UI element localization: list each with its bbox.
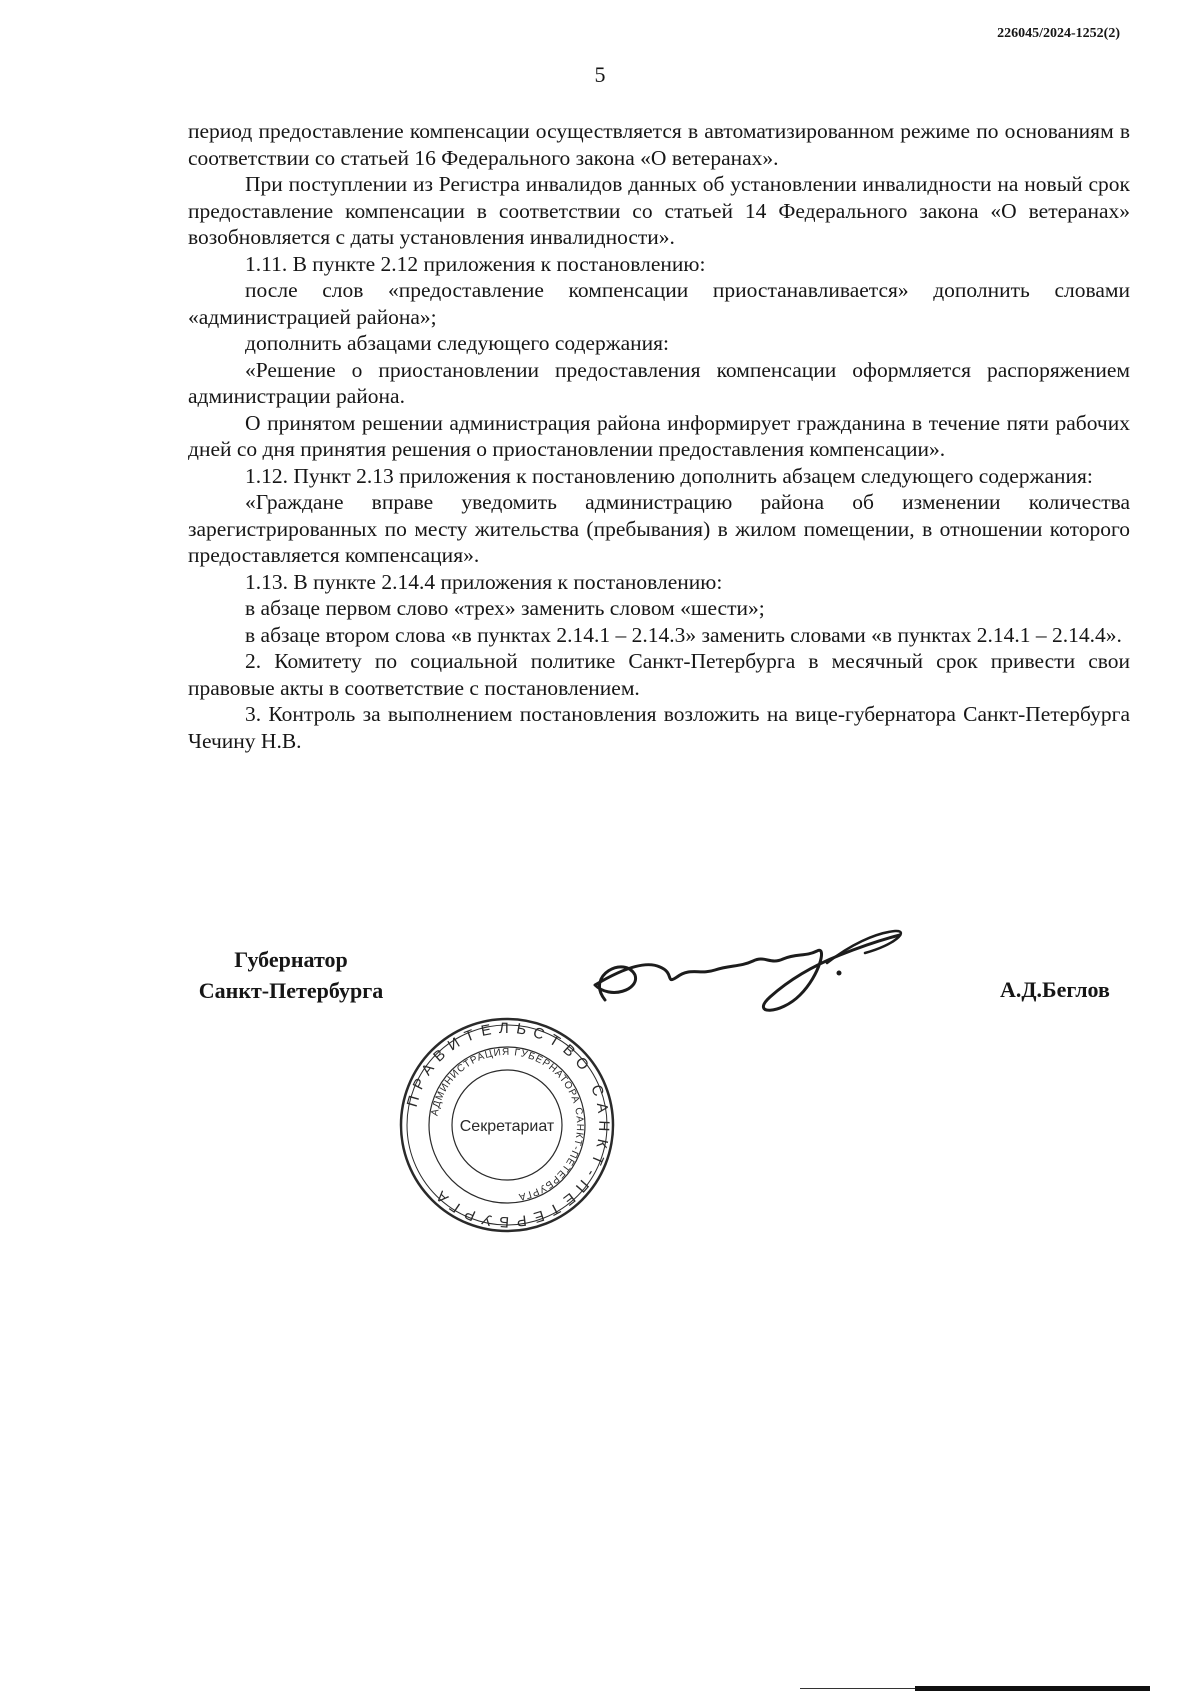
official-seal: [397, 1015, 617, 1235]
paragraph: после слов «предоставление компенсации приостанавливается» дополнить словами «администрацией района»;: [188, 278, 1130, 329]
position-line: Санкт-Петербурга: [198, 978, 384, 1003]
seal-center-text: Секретариат: [459, 1118, 555, 1135]
page-number: 5: [594, 62, 606, 87]
paragraph: в абзаце первом слово «трех» заменить словом «шести»;: [245, 596, 765, 620]
position-line: Губернатор: [234, 947, 348, 972]
paragraph: в абзаце втором слова «в пунктах 2.14.1 – 2.14.3» заменить словами «в пунктах 2.14.1 – 2.14.4».: [245, 622, 1122, 647]
signatory-name: А.Д.Беглов: [1000, 977, 1110, 1002]
paragraph: период предоставление компенсации осуществляется в автоматизированном режиме по основаниям в соответствии со статьей 16 Федерального закона «О ветеранах».: [188, 119, 1130, 170]
paragraph: «Граждане вправе уведомить администрацию района об изменении количества зарегистрированных по месту жительства (пребывания) в жилом помещении, в отношении которого предоставляется компенсация».: [188, 490, 1130, 567]
paragraph: О принятом решении администрация района информирует гражданина в течение пяти рабочих дней со дня принятия решения о приостановлении предоставления компенсации».: [188, 410, 1130, 461]
paragraph: При поступлении из Регистра инвалидов данных об установлении инвалидности на новый срок предоставление компенсации в соответствии со статьей 14 Федерального закона «О ветеранах» возобновляется с даты установления инвалидности».: [188, 172, 1130, 249]
paragraph: 3. Контроль за выполнением постановления возложить на вице-губернатора Санкт-Петербурга Чечину Н.В.: [188, 702, 1130, 753]
signatory-position: [186, 944, 396, 1006]
footer-rule: [915, 1686, 1150, 1691]
paragraph: 1.12. Пункт 2.13 приложения к постановлению дополнить абзацем следующего содержания:: [245, 463, 1093, 488]
paragraph: 1.11. В пункте 2.12 приложения к постановлению:: [245, 251, 706, 276]
paragraph: 2. Комитету по социальной политике Санкт-Петербурга в месячный срок привести свои правовые акты в соответствие с постановлением.: [188, 649, 1130, 700]
seal-outer-text: ПРАВИТЕЛЬСТВО САНКТ-ПЕТЕРБУРГА: [403, 1019, 613, 1231]
paragraph: 1.13. В пункте 2.14.4 приложения к постановлению:: [245, 569, 723, 594]
paragraph: «Решение о приостановлении предоставления компенсации оформляется распоряжением администрации района.: [188, 357, 1130, 408]
footer-rule: [800, 1688, 915, 1689]
document-id: 226045/2024-1252(2): [997, 26, 1120, 41]
paragraph: дополнить абзацами следующего содержания:: [245, 331, 669, 355]
seal-inner-text: АДМИНИСТРАЦИЯ ГУБЕРНАТОРА САНКТ-ПЕТЕРБУРГА: [429, 1046, 586, 1203]
document-body: [188, 118, 1130, 754]
handwritten-signature: [565, 915, 915, 1025]
